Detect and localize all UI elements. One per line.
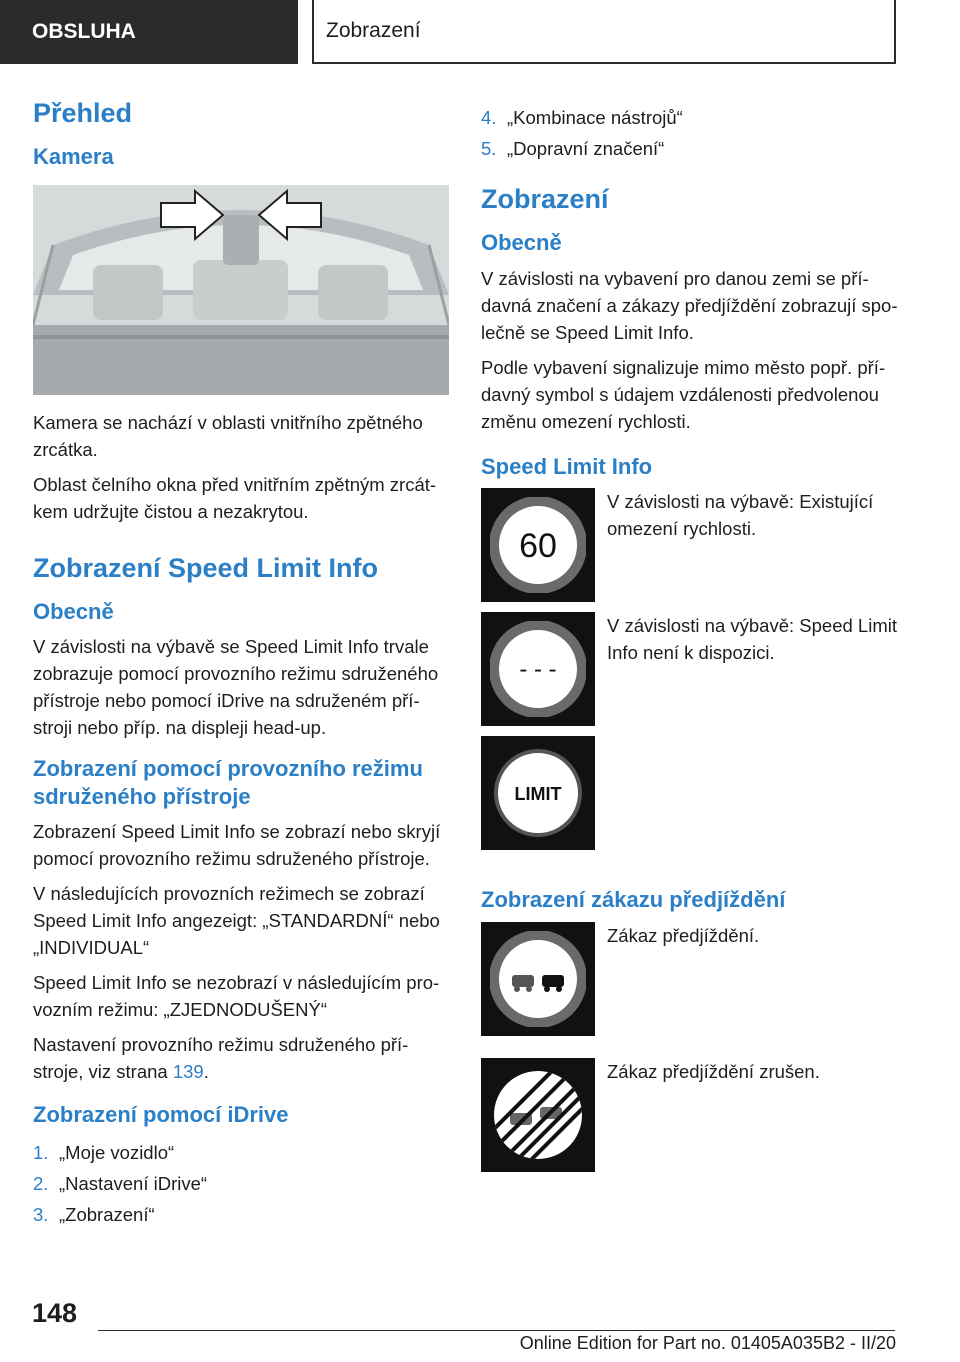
step-text: „Zobrazení“ [59,1203,155,1225]
idrive-steps-continued [481,102,901,164]
step-text: „Dopravní značení“ [507,138,665,159]
general-paragraph: V závislosti na výbavě se Speed Limit Info trvale zobrazuje pomocí provozního režimu sdruženého přístroje nebo pomocí iDrive na sdruženém přístroji nebo příp. na displeji head-up. [33,636,439,738]
step-number: 2. [33,1172,49,1194]
topic-tab [312,0,896,64]
sign-row-unavailable [481,612,901,726]
sign-row-no-overtaking [481,922,901,1036]
page-number: 148 [32,1298,78,1328]
mode-paragraph-4 [33,1031,449,1085]
heading-camera: Kamera [33,144,114,169]
heading-operating-mode: Zobrazení pomocí provozního režimu sdruženého přístroje [33,756,423,809]
footer-divider [98,1330,895,1331]
limit-label: LIMIT [514,784,562,804]
idrive-steps [33,1137,449,1230]
mode-paragraph-4-end: . [203,1061,209,1082]
heading-general: Obecně [33,598,114,624]
step-number: 1. [33,1141,49,1163]
no-overtaking-sign-icon [481,922,595,1036]
sign-2-description: V závislosti na výbavě: Speed Limit Info není k dispozici. [607,615,897,663]
heading-general-right: Obecně [481,230,562,255]
sign-row-limit [481,736,901,850]
step-number: 5. [481,138,497,159]
footer-edition: Online Edition for Part no. 01405A035B2 - II/20 [519,1333,896,1353]
step-text: „Nastavení iDrive“ [59,1172,208,1194]
sign-row-end-no-overtaking [481,1058,901,1172]
speed-limit-sign-icon [481,488,595,602]
heading-speed-limit-info-right: Speed Limit Info [481,453,653,479]
right-column [481,98,901,1182]
step-text: „Moje vozidlo“ [59,1141,175,1163]
display-paragraph-2: Podle vybavení signalizuje mimo město popř. přídavný symbol s údajem vzdálenosti předvolenou změnu omezení rychlosti. [481,356,886,432]
sign-5-description: Zákaz předjíždění zrušen. [607,1060,820,1082]
heading-display: Zobrazení [481,184,609,214]
section-tab [0,0,298,64]
step-number: 3. [33,1203,49,1225]
sign-1-description: V závislosti na výbavě: Existující omezení rychlosti. [607,491,874,539]
topic-title: Zobrazení [326,19,421,42]
camera-paragraph-1: Kamera se nachází v oblasti vnitřního zpětného zrcátka. [33,411,423,460]
end-no-overtaking-sign-icon [481,1058,595,1172]
heading-idrive: Zobrazení pomocí iDrive [33,1102,289,1127]
list-item [481,102,901,133]
no-speed-limit-sign-icon [481,612,595,726]
list-item [33,1168,449,1199]
speed-limit-value: 60 [519,527,557,565]
heading-overview: Přehled [33,98,133,128]
limit-sign-icon [481,736,595,850]
sign-4-description: Zákaz předjíždění. [607,924,760,946]
left-column [33,98,449,1230]
heading-speed-limit-info: Zobrazení Speed Limit Info [33,552,379,583]
sign-row-speed [481,488,901,602]
list-item [33,1199,449,1230]
step-number: 4. [481,107,497,128]
mode-paragraph-3: Speed Limit Info se nezobrazí v následujícím provozním režimu: „ZJEDNODUŠENÝ“ [33,972,440,1020]
unavailable-value: - - - [519,656,557,683]
list-item [481,133,901,164]
display-paragraph-1: V závislosti na vybavení pro danou zemi se přídavná značení a zákazy předjíždění zobrazují společně se Speed Limit Info. [481,267,898,343]
mode-paragraph-4-text: Nastavení provozního režimu sdruženého přístroje, viz strana [33,1034,409,1082]
camera-paragraph-2: Oblast čelního okna před vnitřním zpětným zrcátkem udržujte čistou a nezakrytou. [33,473,437,522]
camera-photo [33,185,449,395]
heading-no-overtaking: Zobrazení zákazu předjíždění [481,887,786,912]
section-title: OBSLUHA [32,20,136,43]
step-text: „Kombinace nástrojů“ [507,107,683,128]
mode-paragraph-2: V následujících provozních režimech se zobrazí Speed Limit Info angezeigt: „STANDARDNÍ“ nebo „INDIVIDUAL“ [33,883,440,958]
list-item [33,1137,449,1168]
mode-paragraph-1: Zobrazení Speed Limit Info se zobrazí nebo skryjí pomocí provozního režimu sdruženého přístroje. [33,821,441,869]
page-link[interactable]: 139 [172,1061,204,1082]
